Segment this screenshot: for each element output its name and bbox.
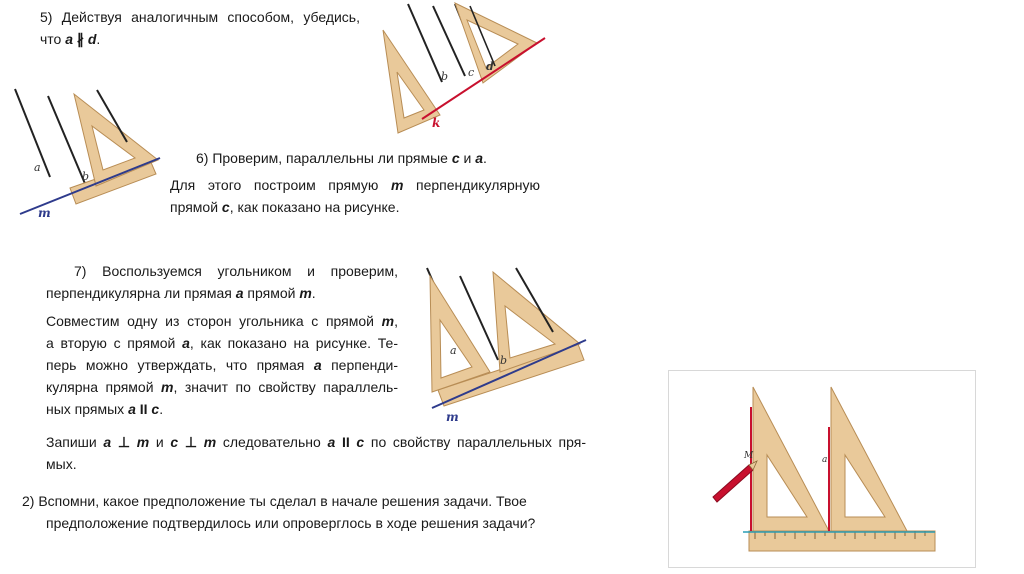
fig2-label-m: m	[38, 206, 51, 220]
var-a: a	[128, 401, 136, 417]
step7-p4-suffix: , значит по свойству параллель-	[173, 379, 398, 395]
step6-and: и	[459, 150, 476, 166]
var-c: c	[151, 401, 160, 417]
step7-p1-suffix: ,	[394, 313, 398, 329]
step7-line1: 7) Воспользуемся угольником и проверим,	[74, 263, 398, 279]
step6-suffix: .	[483, 150, 487, 166]
step7-p3-suffix: перпенди-	[321, 357, 398, 373]
photo-label-a: a	[822, 455, 828, 465]
set-square-photo	[668, 370, 976, 568]
perpendicular-symbol: ⊥	[111, 434, 137, 450]
question2-line1: 2) Вспомни, какое предположение ты сделал в начале решения задачи. Твое	[22, 493, 527, 509]
var-c: c	[451, 150, 460, 166]
step7-l2-prefix: перпендикулярна ли прямая	[46, 285, 236, 301]
step7-p2-prefix: а вторую с прямой	[46, 335, 183, 351]
photo-drawing	[669, 371, 975, 567]
fig1-label-b: b	[441, 70, 449, 83]
var-a: a	[235, 285, 244, 301]
step6-desc1-suffix: перпендикулярную	[403, 177, 541, 193]
var-m: m	[161, 379, 174, 395]
var-a: a	[327, 434, 336, 450]
conclusion-line2: мых.	[46, 456, 77, 472]
conclusion-suffix: по свойству параллельных пря-	[364, 434, 587, 450]
fig1-label-k: k	[432, 116, 441, 130]
var-m: m	[299, 285, 312, 301]
var-a: a	[313, 357, 322, 373]
var-a: a	[475, 150, 484, 166]
conclusion-and: и	[149, 434, 171, 450]
figure-1-lines-k	[383, 3, 545, 133]
var-m: m	[136, 434, 150, 450]
question2-line2: предположение подтвердилось или опроверглось в ходе решения задачи?	[46, 515, 536, 531]
step5-line2-prefix: что	[40, 31, 66, 47]
var-c: c	[356, 434, 365, 450]
photo-ruler	[749, 531, 935, 551]
var-a: a	[65, 31, 74, 47]
fig3-label-b: b	[500, 354, 508, 367]
step7-l2-suffix: .	[311, 285, 316, 301]
fig1-label-d: d	[486, 60, 494, 73]
parallel-symbol: II	[335, 434, 357, 450]
var-c: c	[221, 199, 230, 215]
figure-3-lines-m	[427, 268, 586, 408]
step7-p2-suffix: , как показано на рисунке. Те-	[189, 335, 398, 351]
step6-prefix: 6) Проверим, параллельны ли прямые	[196, 150, 452, 166]
figure-2-lines-m	[15, 89, 160, 214]
photo-label-m: M	[744, 451, 754, 461]
parallel-symbol: II	[135, 401, 152, 417]
var-a: a	[103, 434, 112, 450]
fig1-label-c: c	[468, 66, 475, 79]
step6-desc2-suffix: , как показано на рисунке.	[229, 199, 400, 215]
step7-p5-prefix: ных прямых	[46, 401, 129, 417]
step7-p1-prefix: Совместим одну из сторон угольника с прямой	[46, 313, 382, 329]
fig3-label-a: a	[450, 344, 457, 357]
fig2-label-b: b	[82, 170, 90, 183]
var-m: m	[203, 434, 217, 450]
fig3-triangle-left	[430, 276, 490, 392]
var-m: m	[390, 177, 404, 193]
step7-l2-mid: прямой	[243, 285, 300, 301]
fig2-label-a: a	[34, 161, 41, 174]
conclusion-prefix: Запиши	[46, 434, 104, 450]
fig3-label-m: m	[446, 410, 459, 424]
step6-desc2-prefix: прямой	[170, 199, 222, 215]
step7-p5-suffix: .	[159, 401, 164, 417]
fig2-line-a	[15, 89, 50, 177]
step7-p4-prefix: кулярна прямой	[46, 379, 162, 395]
conclusion-mid: следовательно	[216, 434, 328, 450]
var-d: d	[87, 31, 97, 47]
step5-line2-suffix: .	[96, 31, 101, 47]
var-c: c	[170, 434, 179, 450]
var-a: a	[182, 335, 190, 351]
perpendicular-symbol: ⊥	[184, 434, 204, 450]
step6-desc1-prefix: Для этого построим прямую	[170, 177, 391, 193]
not-parallel-symbol: ∦	[76, 31, 84, 47]
step7-p3-prefix: перь можно утверждать, что прямая	[46, 357, 314, 373]
var-m: m	[381, 313, 395, 329]
step5-line1: 5) Действуя аналогичным способом, убедись,	[40, 9, 360, 25]
